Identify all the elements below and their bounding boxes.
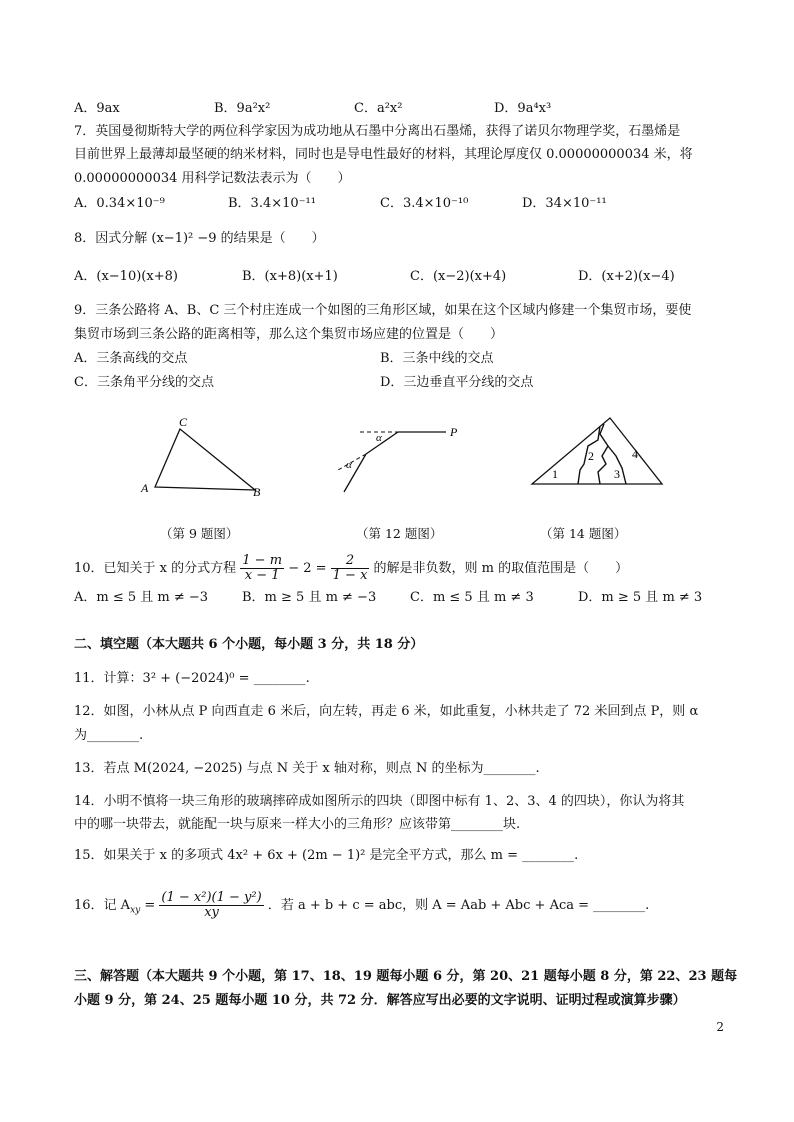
q12-line1: 12．如图，小林从点 P 向西直走 6 米后，向左转，再走 6 米，如此重复，小林共走了 72 米回到点 P，则 α [74,704,699,719]
q10-frac2-denominator: 1 − x [332,568,368,583]
q10-frac1-numerator: 1 − m [242,553,283,568]
q7-option-c: C．3.4×10⁻¹⁰ [380,196,469,211]
q6-option-c: C．a²x² [354,101,403,116]
q6-option-a: A．9ax [74,101,120,116]
q8-option-c: C．(x−2)(x+4) [410,269,507,284]
q10-option-a: A．m ≤ 5 且 m ≠ −3 [74,590,209,605]
q9-line2: 集贸市场到三条公路的距离相等，那么这个集贸市场应建的位置是（ ） [74,327,504,342]
figure-q9-caption: （第 9 题图） [160,526,239,541]
figure-q9-triangle [135,412,275,502]
page-number: 2 [716,1020,724,1034]
label-a: A [141,481,149,495]
path-segment-2 [366,432,398,454]
figure-q12-path [330,418,470,498]
q16-denominator: xy [204,905,219,920]
q8-stem: 8．因式分解 (x−1)² −9 的结果是（ ） [74,231,325,246]
q7-option-a: A．0.34×10⁻⁹ [74,196,165,211]
q16-numerator: (1 − x²)(1 − y²) [161,890,262,905]
q11: 11．计算：3² + (−2024)⁰ = ________. [74,671,310,686]
q8-option-d: D．(x+2)(x−4) [578,269,675,284]
section3-line2: 小题 9 分，第 24、25 题每小题 10 分，共 72 分．解答应写出必要的文字说明、证明过程或演算步骤） [74,993,686,1008]
q15: 15．如果关于 x 的多项式 4x² + 6x + (2m − 1)² 是完全平方式，那么 m = ________. [74,848,579,863]
q14-line1: 14．小明不慎将一块三角形的玻璃摔碎成如图所示的四块（即图中标有 1、2、3、4 的四块），你认为将其 [74,794,685,809]
q16-prefix: 16．记 A [74,898,131,913]
q16-stem [74,889,734,928]
piece-label-3: 3 [614,467,620,481]
q10-frac1-denominator: x − 1 [244,568,280,583]
piece-label-2: 2 [588,449,594,463]
label-b: B [253,485,261,499]
q9-option-d: D．三边垂直平分线的交点 [380,375,534,390]
q16-subscript: xy [130,905,141,916]
q8-option-a: A．(x−10)(x+8) [74,269,178,284]
q6-option-d: D．9a⁴x³ [494,101,552,116]
q10-option-d: D．m ≥ 5 且 m ≠ 3 [578,590,703,605]
q7-line2: 目前世界上最薄却最坚硬的纳米材料，同时也是导电性最好的材料，其理论厚度仅 0.00000000034 米，将 [74,147,693,162]
q7-option-b: B．3.4×10⁻¹¹ [228,196,316,211]
q12-line2: 为________. [74,728,144,743]
piece-label-4: 4 [632,447,638,461]
q16-fraction [159,891,263,920]
q10-prefix: 10．已知关于 x 的分式方程 [74,561,237,576]
section3-line1: 三、解答题（本大题共 9 个小题，第 17、18、19 题每小题 6 分，第 20、21 题每小题 8 分，第 22、23 题每 [74,969,738,984]
q16-equals: = [144,898,160,913]
section2-title: 二、填空题（本大题共 6 个小题，每小题 3 分，共 18 分） [74,637,424,652]
q9-option-b: B．三条中线的交点 [380,351,494,366]
figure-q14-broken-triangle [526,412,666,492]
q9-line1: 9．三条公路将 A、B、C 三个村庄连成一个如图的三角形区域，如果在这个区域内修建一个集贸市场，要使 [74,303,692,318]
q10-suffix: 的解是非负数，则 m 的取值范围是（ ） [373,561,629,576]
q9-option-c: C．三条角平分线的交点 [74,375,214,390]
q16-suffix: ．若 a + b + c = abc，则 A = Aab + Abc + Aca = ________. [267,898,650,913]
q10-option-b: B．m ≥ 5 且 m ≠ −3 [242,590,377,605]
q10-option-c: C．m ≤ 5 且 m ≠ 3 [410,590,534,605]
q13: 13．若点 M(2024, −2025) 与点 N 关于 x 轴对称，则点 N 的坐标为________. [74,761,540,776]
q10-middle: − 2 = [288,561,331,576]
label-c: C [179,415,188,429]
figure-q14-caption: （第 14 题图） [540,526,627,541]
label-alpha-1: α [376,432,382,444]
q14-line2: 中的哪一块带去，就能配一块与原来一样大小的三角形？应该带第________块. [74,817,521,832]
q10-fraction-1 [240,554,284,583]
q8-option-b: B．(x+8)(x+1) [242,269,338,284]
q10-stem [74,552,734,586]
triangle-abc [155,429,255,490]
figure-q12-caption: （第 12 题图） [356,526,443,541]
label-alpha-2: α [346,459,352,471]
piece-label-1: 1 [552,467,558,481]
q7-option-d: D．34×10⁻¹¹ [522,196,607,211]
q7-line3: 0.00000000034 用科学记数法表示为（ ） [74,171,351,186]
q10-fraction-2 [331,554,370,583]
q9-option-a: A．三条高线的交点 [74,351,188,366]
q6-option-b: B．9a²x² [214,101,271,116]
label-p: P [450,425,458,439]
q10-frac2-numerator: 2 [331,554,370,569]
q7-line1: 7．英国曼彻斯特大学的两位科学家因为成功地从石墨中分离出石墨烯，获得了诺贝尔物理学奖，石墨烯是 [74,124,681,139]
